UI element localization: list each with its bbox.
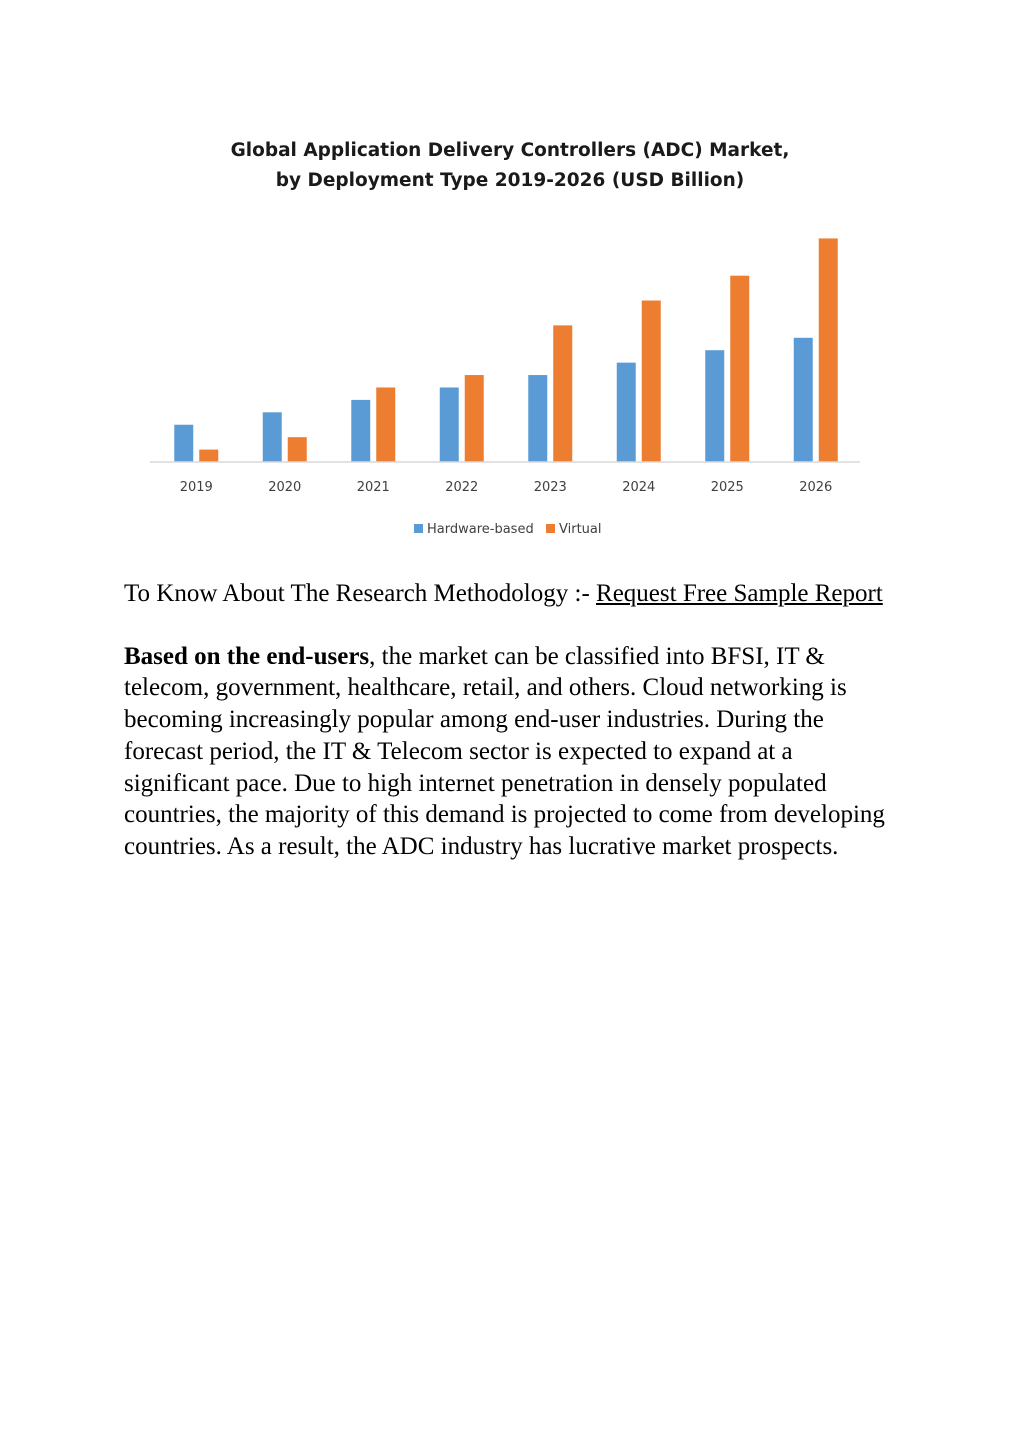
- end-users-text: , the market can be classified into BFSI, IT & telecom, government, healthcare, retail, and others. Cloud networking is becoming increasingly popular among end-user industries. During the forecast period, the IT & Telecom sector is expected to expand at a significant pace. Due to high internet penetration in densely populated countries, the majority of this demand is projected to come from developing countries. As a result, the ADC industry has lucrative market prospects.: [124, 642, 885, 860]
- bar-hardware-2025: [705, 350, 724, 462]
- legend-label-virtual: Virtual: [559, 522, 602, 537]
- end-users-heading: Based on the end-users: [124, 642, 370, 670]
- legend-swatch-hardware: [414, 524, 423, 533]
- bar-virtual-2023: [553, 325, 572, 462]
- end-users-paragraph: [124, 641, 904, 863]
- x-tick-label-2021: 2021: [356, 480, 390, 495]
- x-tick-label-2024: 2024: [622, 480, 656, 495]
- bar-virtual-2021: [376, 387, 395, 462]
- legend-label-hardware: Hardware-based: [427, 522, 534, 537]
- x-tick-label-2023: 2023: [533, 480, 567, 495]
- x-tick-label-2026: 2026: [799, 480, 833, 495]
- methodology-text: To Know About The Research Methodology :-: [124, 580, 597, 607]
- chart-title-line-2: by Deployment Type 2019-2026 (USD Billion): [275, 170, 745, 191]
- chart-svg: [120, 128, 900, 548]
- legend-swatch-virtual: [546, 524, 555, 533]
- bar-hardware-2021: [351, 400, 370, 462]
- bar-virtual-2022: [465, 375, 484, 462]
- bar-hardware-2020: [263, 412, 282, 462]
- x-tick-label-2020: 2020: [268, 480, 302, 495]
- bar-hardware-2023: [528, 375, 547, 462]
- x-tick-label-2022: 2022: [445, 480, 479, 495]
- x-tick-label-2019: 2019: [179, 480, 213, 495]
- market-bar-chart: [120, 128, 900, 548]
- bar-virtual-2024: [642, 301, 661, 462]
- bar-virtual-2020: [288, 437, 307, 462]
- bar-virtual-2026: [819, 238, 838, 462]
- body-text: [124, 578, 904, 863]
- bar-hardware-2019: [174, 425, 193, 462]
- bar-hardware-2026: [794, 338, 813, 462]
- bar-virtual-2019: [199, 450, 218, 462]
- chart-title-line-1: Global Application Delivery Controllers (ADC) Market,: [230, 140, 790, 161]
- x-tick-label-2025: 2025: [710, 480, 744, 495]
- x-axis-ticks: [180, 480, 833, 495]
- bar-virtual-2025: [730, 276, 749, 462]
- methodology-paragraph: [124, 578, 904, 610]
- chart-bars: [174, 238, 838, 462]
- chart-legend: [414, 522, 601, 537]
- bar-hardware-2024: [617, 363, 636, 462]
- bar-hardware-2022: [440, 387, 459, 462]
- request-sample-link[interactable]: Request Free Sample Report: [596, 580, 883, 607]
